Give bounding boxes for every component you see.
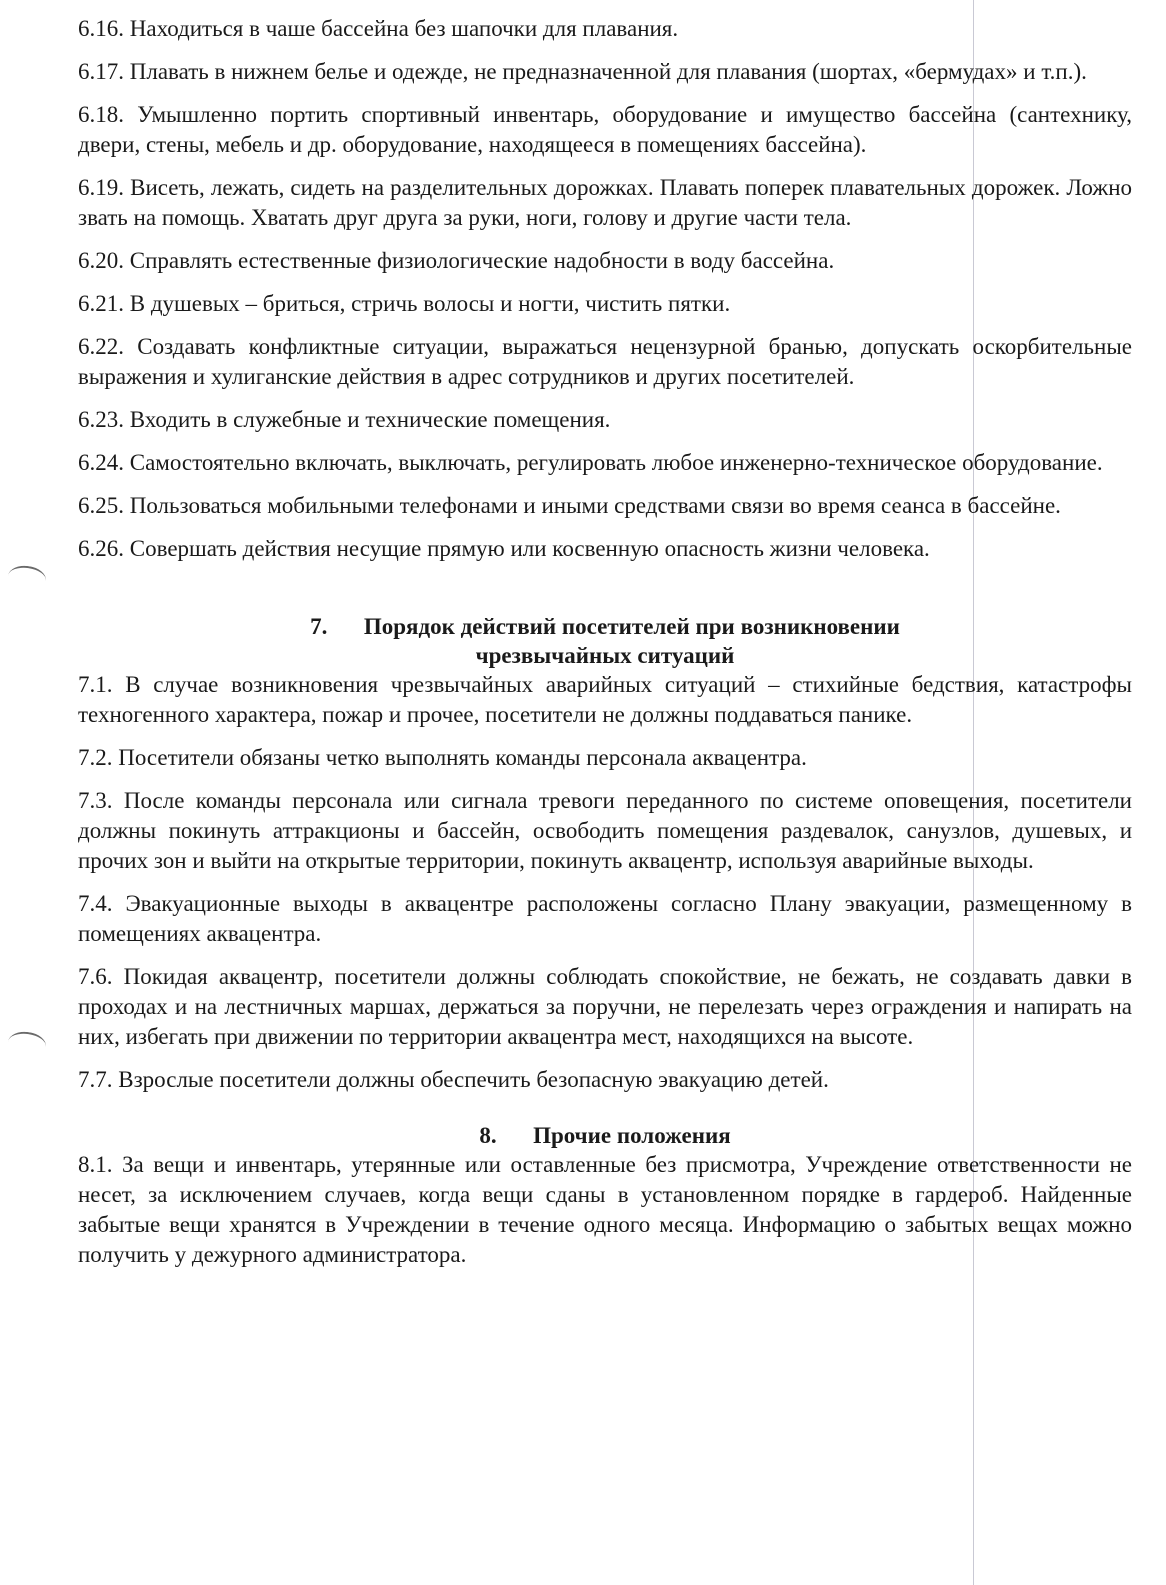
section-8-number: 8. bbox=[479, 1123, 497, 1148]
section-8-heading bbox=[78, 1121, 1132, 1150]
list-item-7-7: 7.7. Взрослые посетители должны обеспечить безопасную эвакуацию детей. bbox=[78, 1067, 829, 1092]
section-8-title: Прочие положения bbox=[533, 1123, 731, 1148]
list-item-6-17: 6.17. Плавать в нижнем белье и одежде, не предназначенной для плавания (шортах, «бермудах» и т.п.). bbox=[78, 59, 1087, 84]
list-item-6-19: 6.19. Висеть, лежать, сидеть на разделительных дорожках. Плавать поперек плавательных дорожек. Ложно звать на помощь. Хватать друг друга за руки, ноги, голову и другие части тела. bbox=[78, 175, 1132, 230]
list-item-6-25: 6.25. Пользоваться мобильными телефонами и иными средствами связи во время сеанса в бассейне. bbox=[78, 493, 1061, 518]
section-7-number: 7. bbox=[310, 614, 328, 639]
section-7-title-line1: Порядок действий посетителей при возникновении bbox=[363, 614, 900, 639]
list-item-6-20: 6.20. Справлять естественные физиологические надобности в воду бассейна. bbox=[78, 248, 835, 273]
list-item-7-6: 7.6. Покидая аквацентр, посетители должны соблюдать спокойствие, не бежать, не создавать давки в проходах и на лестничных маршах, держаться за поручни, не перелезать через ограждения и напирать на них, избегать при движении по территории аквацентра мест, находящихся на высоте. bbox=[78, 964, 1132, 1049]
list-item-7-2: 7.2. Посетители обязаны четко выполнять команды персонала аквацентра. bbox=[78, 745, 807, 770]
list-item-6-21: 6.21. В душевых – бриться, стричь волосы и ногти, чистить пятки. bbox=[78, 291, 731, 316]
list-item-6-23: 6.23. Входить в служебные и технические помещения. bbox=[78, 407, 611, 432]
section-6-list bbox=[78, 14, 1132, 564]
section-7 bbox=[78, 612, 1132, 1095]
list-item-6-16: 6.16. Находиться в чаше бассейна без шапочки для плавания. bbox=[78, 16, 679, 41]
document-page bbox=[78, 14, 1132, 1283]
punch-hole-mark-top bbox=[7, 563, 48, 592]
list-item-7-4: 7.4. Эвакуационные выходы в аквацентре расположены согласно Плану эвакуации, размещенному в помещениях аквацентра. bbox=[78, 891, 1132, 946]
list-item-7-3: 7.3. После команды персонала или сигнала тревоги переданного по системе оповещения, посетители должны покинуть аттракционы и бассейн, освободить помещения раздевалок, санузлов, душевых, и прочих зон и выйти на открытые территории, покинуть аквацентр, используя аварийные выходы. bbox=[78, 788, 1132, 873]
list-item-7-1: 7.1. В случае возникновения чрезвычайных аварийных ситуаций – стихийные бедствия, катастрофы техногенного характера, пожар и прочее, посетители не должны поддаваться панике. bbox=[78, 672, 1132, 727]
list-item-6-24: 6.24. Самостоятельно включать, выключать, регулировать любое инженерно-техническое оборудование. bbox=[78, 450, 1103, 475]
section-8 bbox=[78, 1121, 1132, 1270]
section-7-title-line2: чрезвычайных ситуаций bbox=[475, 643, 735, 668]
section-7-heading bbox=[78, 612, 1132, 641]
list-item-6-18: 6.18. Умышленно портить спортивный инвентарь, оборудование и имущество бассейна (сантехнику, двери, стены, мебель и др. оборудование, находящееся в помещениях бассейна). bbox=[78, 102, 1132, 157]
list-item-6-26: 6.26. Совершать действия несущие прямую или косвенную опасность жизни человека. bbox=[78, 536, 930, 561]
list-item-8-1: 8.1. За вещи и инвентарь, утерянные или оставленные без присмотра, Учреждение ответственности не несет, за исключением случаев, когда вещи сданы в установленном порядке в гардероб. Найденные забытые вещи хранятся в Учреждении в течение одного месяца. Информацию о забытых вещах можно получить у дежурного администратора. bbox=[78, 1152, 1132, 1267]
list-item-6-22: 6.22. Создавать конфликтные ситуации, выражаться нецензурной бранью, допускать оскорбительные выражения и хулиганские действия в адрес сотрудников и других посетителей. bbox=[78, 334, 1132, 389]
punch-hole-mark-bottom bbox=[7, 1029, 48, 1058]
